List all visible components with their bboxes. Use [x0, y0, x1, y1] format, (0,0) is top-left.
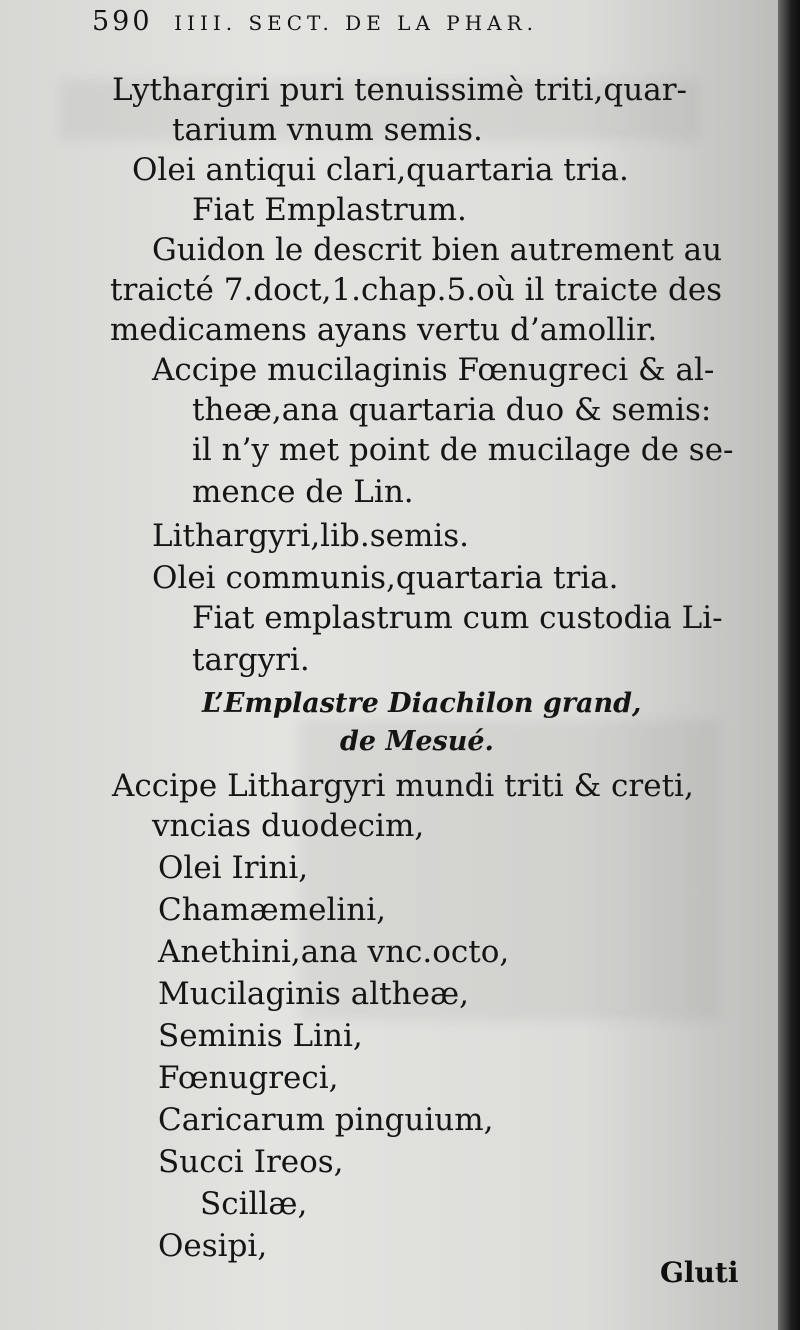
text-line: Lythargiri puri tenuissimè triti,quar-	[112, 72, 687, 108]
running-header	[92, 6, 712, 46]
text-line: tarium vnum semis.	[172, 112, 483, 148]
page-number: 590	[92, 6, 153, 37]
text-line: Lithargyri,lib.semis.	[152, 518, 470, 554]
recipe-title: L’Emplastre Diachilon grand,	[202, 688, 642, 719]
text-line: il n’y met point de mucilage de se-	[192, 432, 734, 468]
text-line: Olei Irini,	[158, 850, 309, 886]
text-line: Olei communis,quartaria tria.	[152, 560, 619, 596]
catchword: Gluti	[660, 1256, 739, 1289]
text-line: traicté 7.doct,1.chap.5.où il traicte des	[110, 272, 723, 308]
text-line: Oesipi,	[158, 1228, 268, 1264]
text-line: vncias duodecim,	[152, 808, 425, 844]
section-title: IIII. SECT. DE LA PHAR.	[174, 11, 539, 35]
text-line: Chamæmelini,	[158, 892, 387, 928]
text-line: Scillæ,	[200, 1186, 308, 1222]
text-line: Mucilaginis altheæ,	[158, 976, 469, 1012]
text-line: mence de Lin.	[192, 474, 414, 510]
text-line: medicamens ayans vertu d’amollir.	[110, 312, 658, 348]
text-line: Accipe mucilaginis Fœnugreci & al-	[152, 352, 715, 388]
text-line: Fiat emplastrum cum custodia Li-	[192, 600, 723, 636]
text-line: Caricarum pinguium,	[158, 1102, 494, 1138]
text-line: Guidon le descrit bien autrement au	[152, 232, 723, 268]
text-line: Fœnugreci,	[158, 1060, 339, 1096]
text-line: targyri.	[192, 642, 310, 678]
text-line: Olei antiqui clari,quartaria tria.	[132, 152, 629, 188]
text-line: Succi Ireos,	[158, 1144, 344, 1180]
text-line: Accipe Lithargyri mundi triti & creti,	[112, 768, 694, 804]
text-line: Seminis Lini,	[158, 1018, 363, 1054]
page-edge-shadow	[778, 0, 800, 1330]
text-line: Fiat Emplastrum.	[192, 192, 467, 228]
text-line: theæ,ana quartaria duo & semis:	[192, 392, 712, 428]
recipe-title-author: de Mesué.	[340, 726, 494, 757]
text-line: Anethini,ana vnc.octo,	[158, 934, 510, 970]
